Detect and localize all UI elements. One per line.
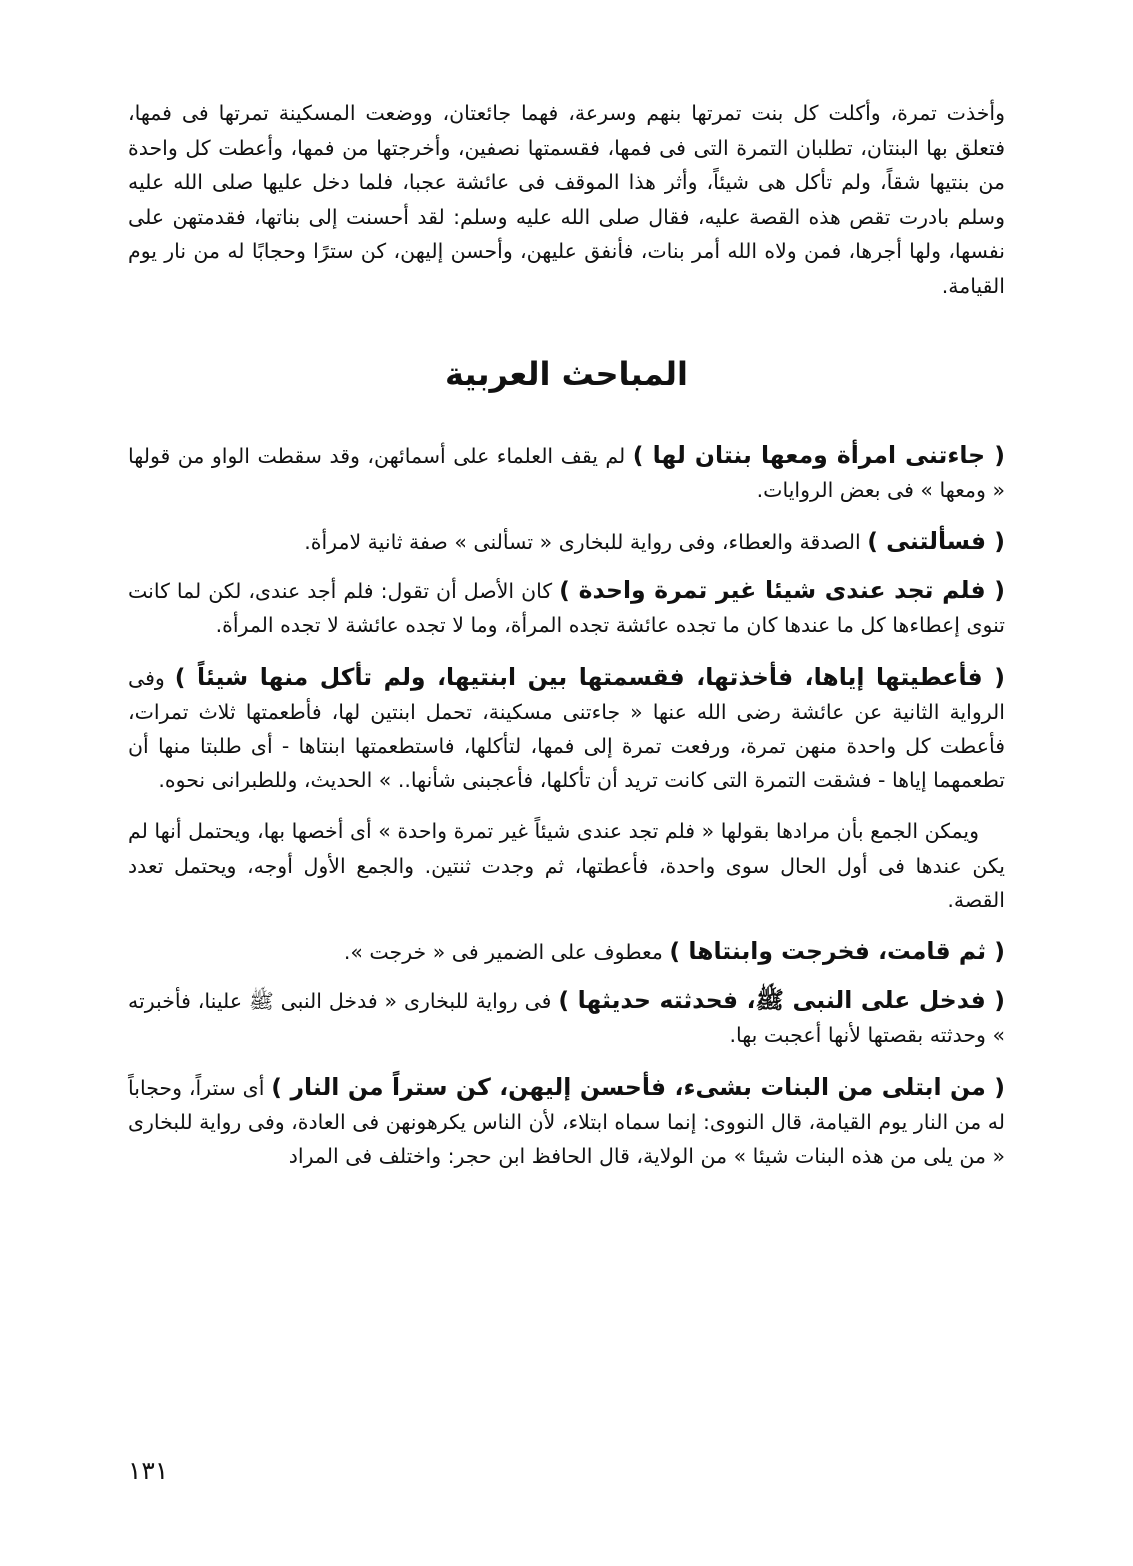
page-body [128,96,1005,1190]
entry-lemma: ( جاءتنى امرأة ومعها بنتان لها ) [632,440,1006,469]
entry-text: معطوف على الضمير فى « خرجت ». [343,940,670,964]
entry-paragraph [128,524,1005,559]
entry-lemma: ( فسألتنى ) [867,526,1005,555]
entry-text: كان الأصل أن تقول: فلم أجد عندى، لكن لما كانت تنوى إعطاءها كل ما عندها كان ما تجده عائشة تجده المرأة، وما لا تجده عائشة لا تجده المرأة. [128,579,1005,638]
section-heading: المباحث العربية [444,354,689,393]
entry-text: أى ستراً، وحجاباً له من النار يوم القيامة، قال النووى: إنما سماه ابتلاء، لأن الناس يكرهونهن فى العادة، وفى رواية للبخارى « من يلى من هذه البنات شيئا » من الولاية، قال الحافظ ابن حجر: واختلف فى المراد [127,1075,1005,1169]
entry-paragraph [128,934,1005,969]
page-number: ١٣١ [128,1456,169,1485]
entry-paragraph [128,983,1005,1052]
entry-paragraph [128,573,1005,642]
entry-text: فى رواية للبخارى « فدخل النبى ﷺ علينا، فأخبرته » وحدثته بقصتها لأنها أعجبت بها. [128,989,1005,1048]
entry-paragraph [128,1070,1005,1174]
entry-lemma: ( فأعطيتها إياها، فأخذتها، فقسمتها بين ابنتيها، ولم تأكل منها شيئاً ) [174,662,1005,691]
intro-paragraph: وأخذت تمرة، وأكلت كل بنت تمرتها بنهم وسرعة، فهما جائعتان، ووضعت المسكينة تمرتها فى فمها، فتعلق بها البنتان، تطلبان التمرة التى فى فمها، فقسمتها نصفين، وأخرجتها من فمها، وأعطت كل واحدة من بنتيها شقاً، ولم تأكل هى شيئاً، وأثر هذا الموقف فى عائشة عجبا، فلما دخل عليها صلى الله عليه وسلم بادرت تقص هذه القصة عليه، فقال صلى الله عليه وسلم: لقد أحسنت إلى بناتها، فقدمتهن على نفسها، ولها أجرها، فمن ولاه الله أمر بنات، فأنفق عليهن، وأحسن إليهن، كن سترًا وحجابًا له من نار يوم القيامة. [128,101,1005,298]
entry-paragraph [128,660,1005,798]
commentary-paragraph [128,814,1005,917]
entry-paragraph [128,438,1005,507]
entry-lemma: ( ثم قامت، فخرجت وابنتاها ) [669,937,1005,965]
entry-text: لم يقف العلماء على أسمائهن، وقد سقطت الواو من قولها « ومعها » فى بعض الروايات. [128,443,1005,502]
entry-text: ويمكن الجمع بأن مرادها بقولها « فلم تجد عندى شيئاً غير تمرة واحدة » أى أخصها بها، ويحتمل أنها لم يكن عندها فى أول الحال سوى واحدة، فأعطتها، ثم وجدت ثنتين. والجمع الأول أوجه، ويحتمل تعدد القصة. [128,819,1005,912]
entry-text: الصدقة والعطاء، وفى رواية للبخارى « تسألنى » صفة ثانية لامرأة. [304,529,868,554]
entry-lemma: ( من ابتلى من البنات بشىء، فأحسن إليهن، كن ستراً من النار ) [271,1072,1005,1101]
entry-lemma: ( فدخل على النبى ﷺ، فحدثته حديثها ) [558,986,1005,1015]
entry-text: وفى الرواية الثانية عن عائشة رضى الله عنها « جاءتنى مسكينة، تحمل ابنتين لها، فأطعمتها ثلاث تمرات، فأعطت كل واحدة منهن تمرة، ورفعت تمرة إلى فمها، لتأكلها، فاستطعمتها ابنتاها - أى طلبتا منها أن تطعمهما إياها - فشقت التمرة التى كانت تريد أن تأكلها، فأعجبنى شأنها.. » الحديث، وللطبرانى نحوه. [128,665,1005,793]
entry-lemma: ( فلم تجد عندى شيئا غير تمرة واحدة ) [559,576,1005,605]
